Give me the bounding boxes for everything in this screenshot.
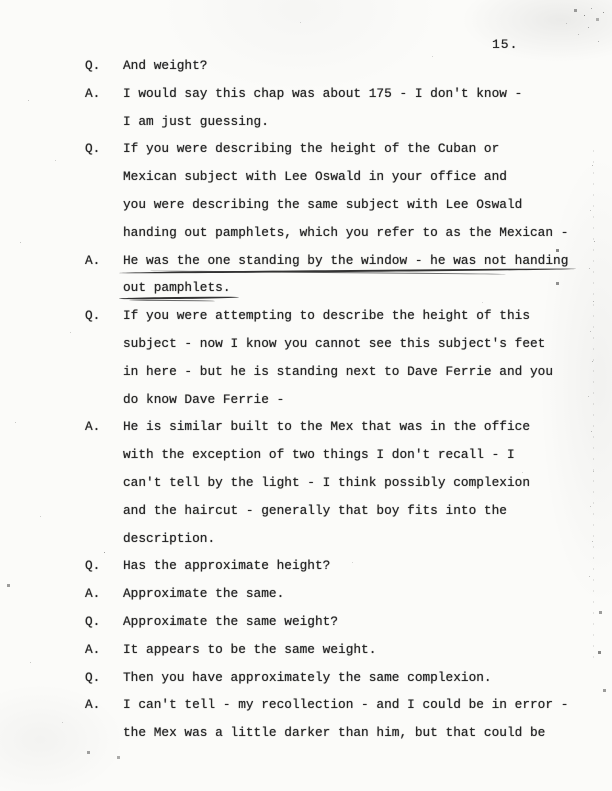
transcript-line: Has the approximate height? bbox=[123, 558, 331, 574]
qa-entry bbox=[0, 691, 612, 747]
transcript-line: subject - now I know you cannot see this subject's feet bbox=[123, 335, 546, 351]
transcript-line: And weight? bbox=[123, 58, 208, 73]
transcript-line: you were describing the same subject with Lee Oswald bbox=[123, 196, 523, 212]
transcript-line: I would say this chap was about 175 - I don't know - bbox=[123, 85, 523, 101]
qa-entry bbox=[0, 413, 612, 552]
qa-entry bbox=[0, 135, 612, 246]
transcript-line: Approximate the same. bbox=[123, 586, 285, 602]
transcript-line: If you were attempting to describe the height of this bbox=[123, 308, 531, 324]
qa-entry bbox=[0, 52, 612, 80]
transcript-line: Mexican subject with Lee Oswald in your office and bbox=[123, 169, 507, 185]
transcript-line: Approximate the same weight? bbox=[123, 613, 339, 629]
speaker-label: Q. bbox=[85, 141, 101, 157]
transcript-line: with the exception of two things I don't recall - I bbox=[123, 447, 515, 463]
speaker-label: A. bbox=[85, 641, 101, 657]
transcript-line: description. bbox=[123, 530, 216, 546]
transcript-line: do know Dave Ferrie - bbox=[123, 391, 285, 407]
transcript-line: I can't tell - my recollection - and I could be in error - bbox=[123, 697, 569, 713]
speaker-label: Q. bbox=[85, 613, 101, 629]
page-number: 15. bbox=[492, 37, 519, 52]
speaker-label: Q. bbox=[85, 308, 101, 324]
speaker-label: A. bbox=[85, 85, 101, 101]
transcript-line: I am just guessing. bbox=[123, 113, 269, 129]
transcript-line: can't tell by the light - I think possibly complexion bbox=[123, 474, 531, 490]
speaker-label: Q. bbox=[85, 558, 101, 574]
transcript-line: He was the one standing by the window - he was not handing bbox=[123, 247, 592, 275]
speaker-label: A. bbox=[85, 586, 101, 602]
speaker-label: A. bbox=[85, 252, 101, 268]
qa-entry bbox=[0, 80, 612, 136]
speaker-label: Q. bbox=[85, 669, 101, 685]
scan-noise bbox=[0, 0, 1, 1]
qa-entry bbox=[0, 608, 612, 636]
transcript-line: the Mex was a little darker than him, but that could be bbox=[123, 725, 546, 741]
transcript-line: and the haircut - generally that boy fits into the bbox=[123, 502, 507, 518]
qa-entry bbox=[0, 247, 612, 303]
transcript-line: He is similar built to the Mex that was in the office bbox=[123, 419, 531, 435]
qa-entry bbox=[0, 302, 612, 413]
transcript-line: It appears to be the same weight. bbox=[123, 641, 377, 657]
qa-entry bbox=[0, 580, 612, 608]
transcript-line: Then you have approximately the same complexion. bbox=[123, 669, 492, 685]
speaker-label: A. bbox=[85, 697, 101, 713]
speaker-label: Q. bbox=[85, 58, 101, 73]
transcript-line: in here - but he is standing next to Dave Ferrie and you bbox=[123, 363, 554, 379]
qa-entry bbox=[0, 664, 612, 692]
speaker-label: A. bbox=[85, 419, 101, 435]
transcript bbox=[0, 52, 612, 747]
transcript-line: If you were describing the height of the Cuban or bbox=[123, 141, 500, 157]
transcript-line: handing out pamphlets, which you refer to as the Mexican - bbox=[123, 224, 569, 240]
transcript-line: out pamphlets. bbox=[123, 274, 592, 302]
qa-entry bbox=[0, 636, 612, 664]
qa-entry bbox=[0, 552, 612, 580]
